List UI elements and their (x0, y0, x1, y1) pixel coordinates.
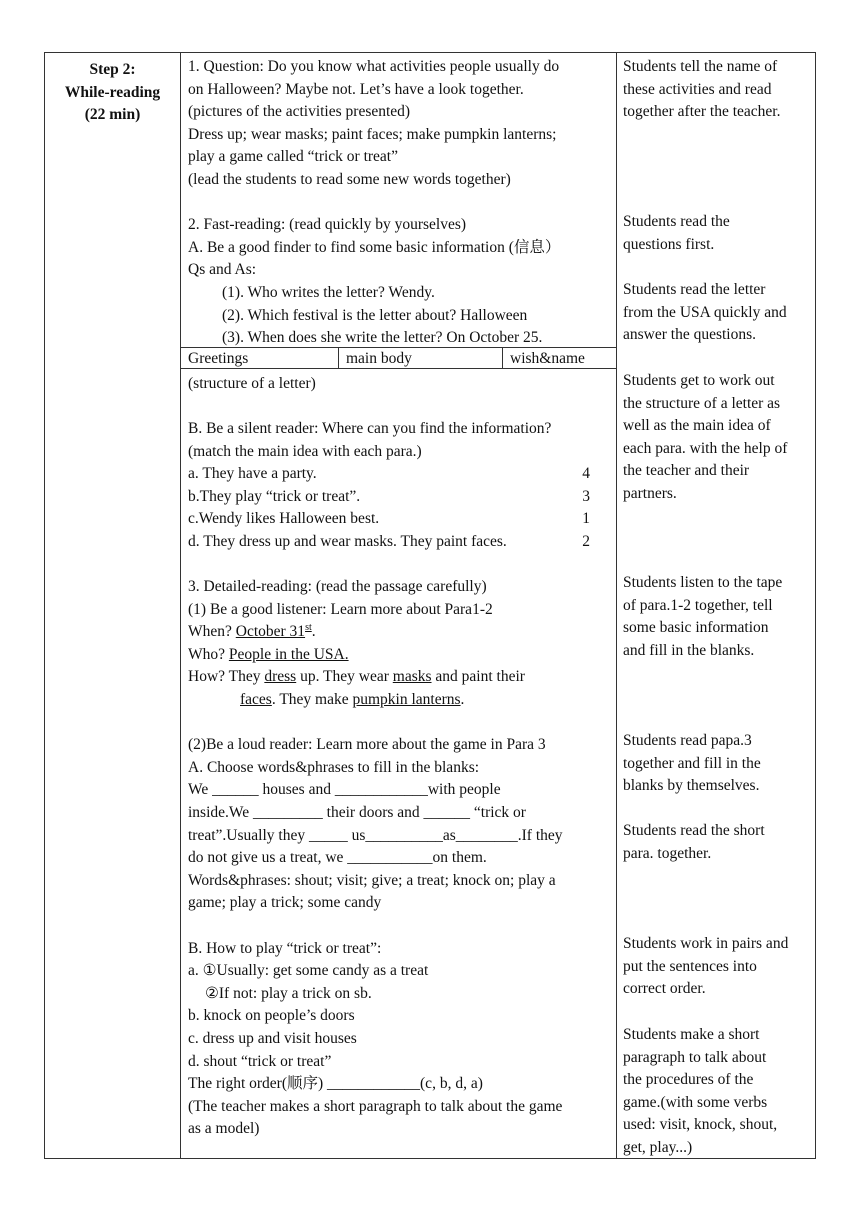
text-line: We ______ houses and ____________with people (188, 781, 501, 799)
section-how-to-play (188, 938, 616, 1141)
text-line: on Halloween? Maybe not. Let’s have a look together. (188, 80, 524, 98)
match-item: d. They dress up and wear masks. They paint faces. 2 (188, 532, 590, 550)
text-line: A. Be a good finder to find some basic information (信息） (188, 238, 561, 256)
text-line: (structure of a letter) (188, 374, 316, 392)
text-line: play a game called “trick or treat” (188, 148, 398, 166)
step-time: (22 min) (84, 106, 141, 123)
lesson-plan-table (44, 52, 816, 1159)
step-subtitle: While-reading (64, 83, 161, 101)
step-title: Step 2: (89, 61, 136, 78)
text-line: (1) Be a good listener: Learn more about Para1-2 (188, 600, 493, 618)
match-item: c.Wendy likes Halloween best. 1 (188, 510, 590, 528)
text-line: 3. Detailed-reading: (read the passage carefully) (188, 578, 487, 596)
text-line: The right order(顺序) ____________(c, b, d, a) (188, 1075, 483, 1093)
text-line: a. ①Usually: get some candy as a treat (188, 962, 429, 980)
student-activity-4: Students get to work out the structure of a letter as well as the main idea of each para. with the help of the teacher and their partners. (623, 372, 788, 502)
text-line: (lead the students to read some new words together) (188, 170, 511, 188)
text-line: do not give us a treat, we ___________on them. (188, 849, 487, 867)
how-line: faces. They make pumpkin lanterns. (240, 691, 465, 709)
qa-line: (1). Who writes the letter? Wendy. (222, 283, 435, 301)
student-activity-7: Students read the short para. together. (623, 822, 765, 862)
text-line: b. knock on people’s doors (188, 1007, 355, 1025)
text-line: (match the main idea with each para.) (188, 442, 422, 460)
student-activity-5: Students listen to the tape of para.1-2 together, tell some basic information and fill in the blanks. (623, 574, 783, 659)
how-line: How? They dress up. They wear masks and paint their (188, 668, 525, 686)
student-activity-6: Students read papa.3 together and fill in the blanks by themselves. (623, 732, 761, 795)
text-line: c. dress up and visit houses (188, 1029, 357, 1047)
student-activity-1: Students tell the name of these activities and read together after the teacher. (623, 58, 781, 121)
text-line: Words&phrases: shout; visit; give; a treat; knock on; play a (188, 871, 556, 889)
procedure-cell (188, 56, 616, 1141)
text-line: A. Choose words&phrases to fill in the blanks: (188, 758, 480, 776)
text-line: (pictures of the activities presented) (188, 103, 411, 121)
student-activity-8: Students work in pairs and put the sentences into correct order. (623, 935, 789, 998)
text-line: (2)Be a loud reader: Learn more about the game in Para 3 (188, 736, 546, 754)
section-loud-reader (188, 734, 616, 915)
text-line: Qs and As: (188, 261, 257, 279)
when-line: When? October 31st. (188, 622, 316, 641)
structure-wish-name: wish&name (510, 350, 585, 367)
step-cell (45, 59, 180, 127)
section-silent-reader (188, 373, 616, 554)
student-activity-9: Students make a short paragraph to talk about the procedures of the game.(with some verbs used: visit, knock, shout, get, play...) (623, 1026, 778, 1156)
text-line: inside.We _________ their doors and ______ “trick or (188, 804, 526, 821)
structure-greetings: Greetings (188, 350, 249, 367)
text-line: treat”.Usually they _____ us__________as________.If they (188, 826, 563, 844)
text-line: 2. Fast-reading: (read quickly by yourselves) (188, 216, 467, 234)
qa-line: (3). When does she write the letter? On October 25. (222, 329, 543, 347)
match-item: b.They play “trick or treat”. 3 (188, 487, 590, 505)
text-line: as a model) (188, 1120, 260, 1138)
student-activity-2: Students read the questions first. (623, 213, 730, 253)
structure-main-body: main body (346, 350, 412, 367)
text-line: Dress up; wear masks; paint faces; make pumpkin lanterns; (188, 125, 557, 143)
section-detailed-reading (188, 576, 616, 712)
column-divider (616, 53, 617, 1158)
text-line: 1. Question: Do you know what activities people usually do (188, 58, 560, 75)
match-item: a. They have a party. 4 (188, 465, 590, 483)
column-divider (180, 53, 181, 1158)
section-question (188, 56, 616, 192)
who-line: Who? People in the USA. (188, 645, 349, 663)
text-line: B. Be a silent reader: Where can you find the information? (188, 419, 552, 437)
text-line: ②If not: play a trick on sb. (205, 984, 372, 1002)
text-line: (The teacher makes a short paragraph to talk about the game (188, 1097, 563, 1115)
student-activity-3: Students read the letter from the USA quickly and answer the questions. (623, 281, 787, 344)
text-line: d. shout “trick or treat” (188, 1052, 332, 1070)
text-line: B. How to play “trick or treat”: (188, 939, 382, 957)
text-line: game; play a trick; some candy (188, 894, 382, 912)
section-fast-reading (188, 214, 616, 350)
qa-line: (2). Which festival is the letter about? Halloween (222, 306, 528, 324)
